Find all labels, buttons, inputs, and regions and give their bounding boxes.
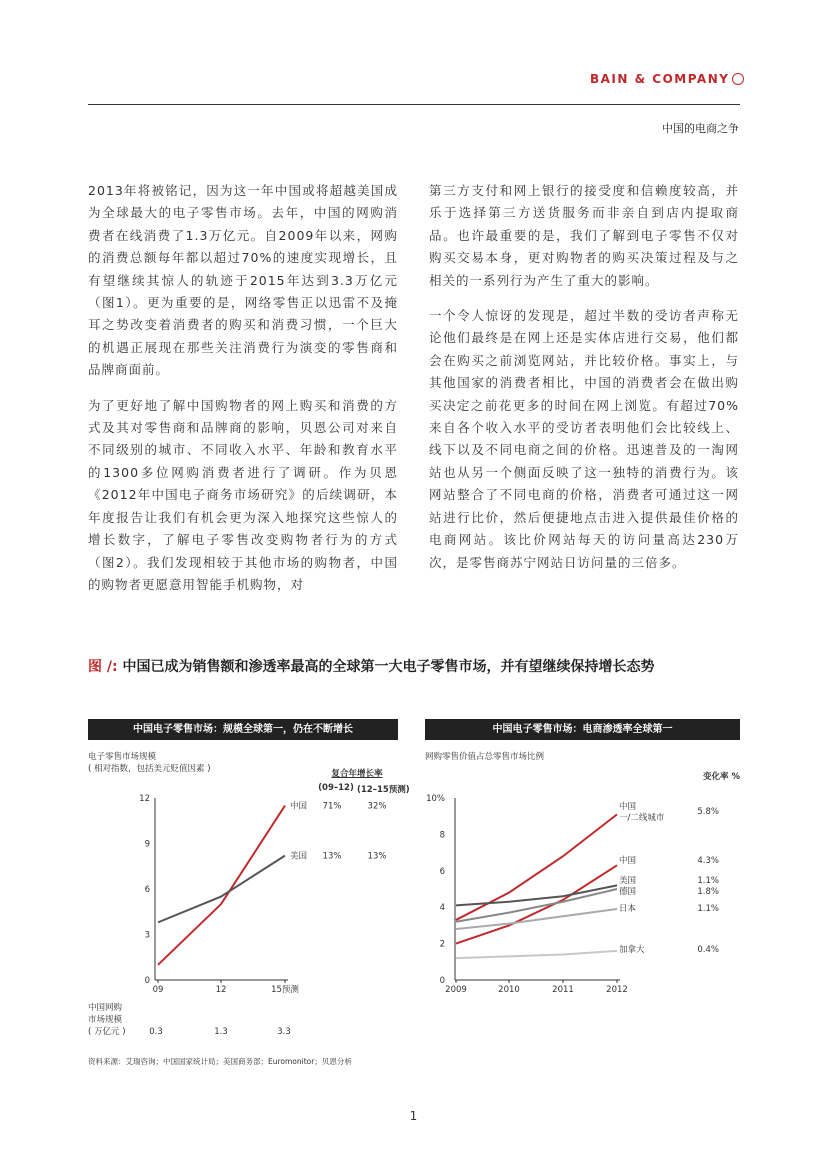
series-line [158,806,285,965]
series-label: 中国 [290,801,308,812]
body-column-left [88,180,398,609]
chart-right-ylabel: 网购零售价值占总零售市场比例 [425,752,545,762]
change-value: 1.1% [697,904,719,914]
paragraph: 第三方支付和网上银行的接受度和信赖度较高，并乐于选择第三方送货服务而非亲自到店内提取商品。也许最重要的是，我们了解到电子零售不仅对购买交易本身，更对购物者的购买决策过程及与之相关的一系列行为产生了重大的影响。 [429,183,739,288]
series-line [456,889,617,922]
figure-title [88,656,748,676]
table-label-line: 中国网购 [88,1003,123,1013]
cagr-value: 13% [322,851,342,862]
y-tick-label: 2 [439,939,445,950]
change-value: 1.8% [697,887,719,897]
x-tick-label: 09 [152,985,164,995]
series-label: 中国 [619,856,637,866]
figure-label: 图 /: [88,659,118,675]
series-line [456,951,617,958]
y-tick-label: 12 [139,794,150,804]
x-tick-label: 12 [215,985,227,995]
series-label: 日本 [619,904,637,914]
table-value: 3.3 [277,1027,291,1037]
change-value: 4.3% [697,856,719,866]
chart-right [425,780,740,1000]
series-label: 一/二线城市 [619,813,665,823]
series-label: 美国 [290,851,308,862]
table-value: 1.3 [214,1027,228,1037]
paragraph: 一个令人惊讶的发现是，超过半数的受访者声称无论他们最终是在网上还是实体店进行交易，他们都会在购买之前浏览网站，并比较价格。事实上，与其他国家的消费者相比，中国的消费者会在做出购买决定之前花更多的时间在网上浏览。有超过70%来自各个收入水平的受访者表明他们会比较线上、线下以及不同电商之间的价格。迅速普及的一淘网站也从另一个侧面反映了这一独特的消费行为。该网站整合了不同电商的价格，消费者可通过这一网站进行比价，然后便捷地点击进入提供最佳价格的电商网站。该比价网站每天的访问量高达230万次，是零售商苏宁网站日访问量的三倍多。 [429,308,739,570]
y-tick-label: 10% [426,794,445,804]
figure-source: 资料来源：艾瑞咨询；中国国家统计局；美国商务部；Euromonitor；贝恩分析 [88,1057,352,1066]
bain-logo-icon [732,73,744,85]
cagr-period-1: (09–12) [318,783,354,793]
chart-left-ylabel-note: ( 相对指数，包括美元贬值因素 ) [88,764,211,774]
series-line [158,856,285,923]
y-tick-label: 0 [439,976,445,986]
x-tick-label: 2010 [498,985,520,995]
y-tick-label: 4 [439,903,445,914]
table-value: 0.3 [149,1027,163,1037]
cagr-value: 13% [367,851,387,862]
header-rule [88,104,740,105]
series-label: 中国 [619,802,637,812]
x-tick-label: 2012 [606,985,628,995]
page-number: 1 [409,1109,418,1123]
cagr-header: 复合年增长率 [331,769,383,779]
x-tick-label: 2009 [445,985,467,995]
y-tick-label: 9 [144,839,150,850]
paragraph: 2013年将被铭记，因为这一年中国或将超越美国成为全球最大的电子零售市场。去年，中国的网购消费者在线消费了1.3万亿元。自2009年以来，网购的消费总额每年都以超过70%的速度实现增长，且有望继续其惊人的轨迹于2015年达到3.3万亿元（图1）。更为重要的是，网络零售正以迅雷不及掩耳之势改变着消费者的购买和消费习惯，一个巨大的机遇正展现在那些关注消费行为演变的零售商和品牌商面前。 [88,183,398,378]
series-label: 德国 [619,887,637,897]
series-label: 加拿大 [619,945,645,955]
running-title: 中国的电商之争 [662,122,739,135]
paragraph: 为了更好地了解中国购物者的网上购买和消费的方式及其对零售商和品牌商的影响，贝恩公司对来自不同级别的城市、不同收入水平、年龄和教育水平的1300多位网购消费者进行了调研。作为贝恩《2012年中国电子商务市场研究》的后续调研，本年度报告让我们有机会更为深入地探究这些惊人的增长数字，了解电子零售改变购物者行为的方式（图2）。我们发现相较于其他市场的购物者，中国的购物者更愿意用智能手机购物，对 [88,397,398,592]
y-tick-label: 6 [144,885,150,895]
change-value: 5.8% [697,807,719,817]
chart-left-title: 中国电子零售市场：规模全球第一，仍在不断增长 [88,719,398,740]
change-header: 变化率 % [703,772,740,782]
logo-text: BAIN & COMPANY [590,72,730,86]
x-tick-label: 2011 [552,985,574,995]
y-tick-label: 3 [144,930,150,941]
table-label-line: ( 万亿元 ) [88,1027,126,1037]
chart-right-title: 中国电子零售市场：电商渗透率全球第一 [425,719,740,740]
cagr-value: 71% [322,801,342,812]
y-tick-label: 6 [439,866,445,877]
change-value: 1.1% [697,876,719,886]
y-tick-label: 8 [439,830,445,841]
change-value: 0.4% [697,945,719,955]
chart-left-ylabel: 电子零售市场规模 [88,752,157,762]
y-tick-label: 0 [144,976,150,986]
x-tick-label: 15预测 [271,985,299,995]
body-column-right [429,180,739,587]
table-label-line: 市场规模 [88,1015,123,1025]
figure-title-text: 中国已成为销售额和渗透率最高的全球第一大电子零售市场，并有望继续保持增长态势 [122,659,655,675]
bain-logo [590,72,740,86]
cagr-value: 32% [367,801,387,812]
chart-left [88,780,408,1042]
series-label: 美国 [619,876,637,886]
cagr-period-2: (12–15预测) [357,785,410,795]
